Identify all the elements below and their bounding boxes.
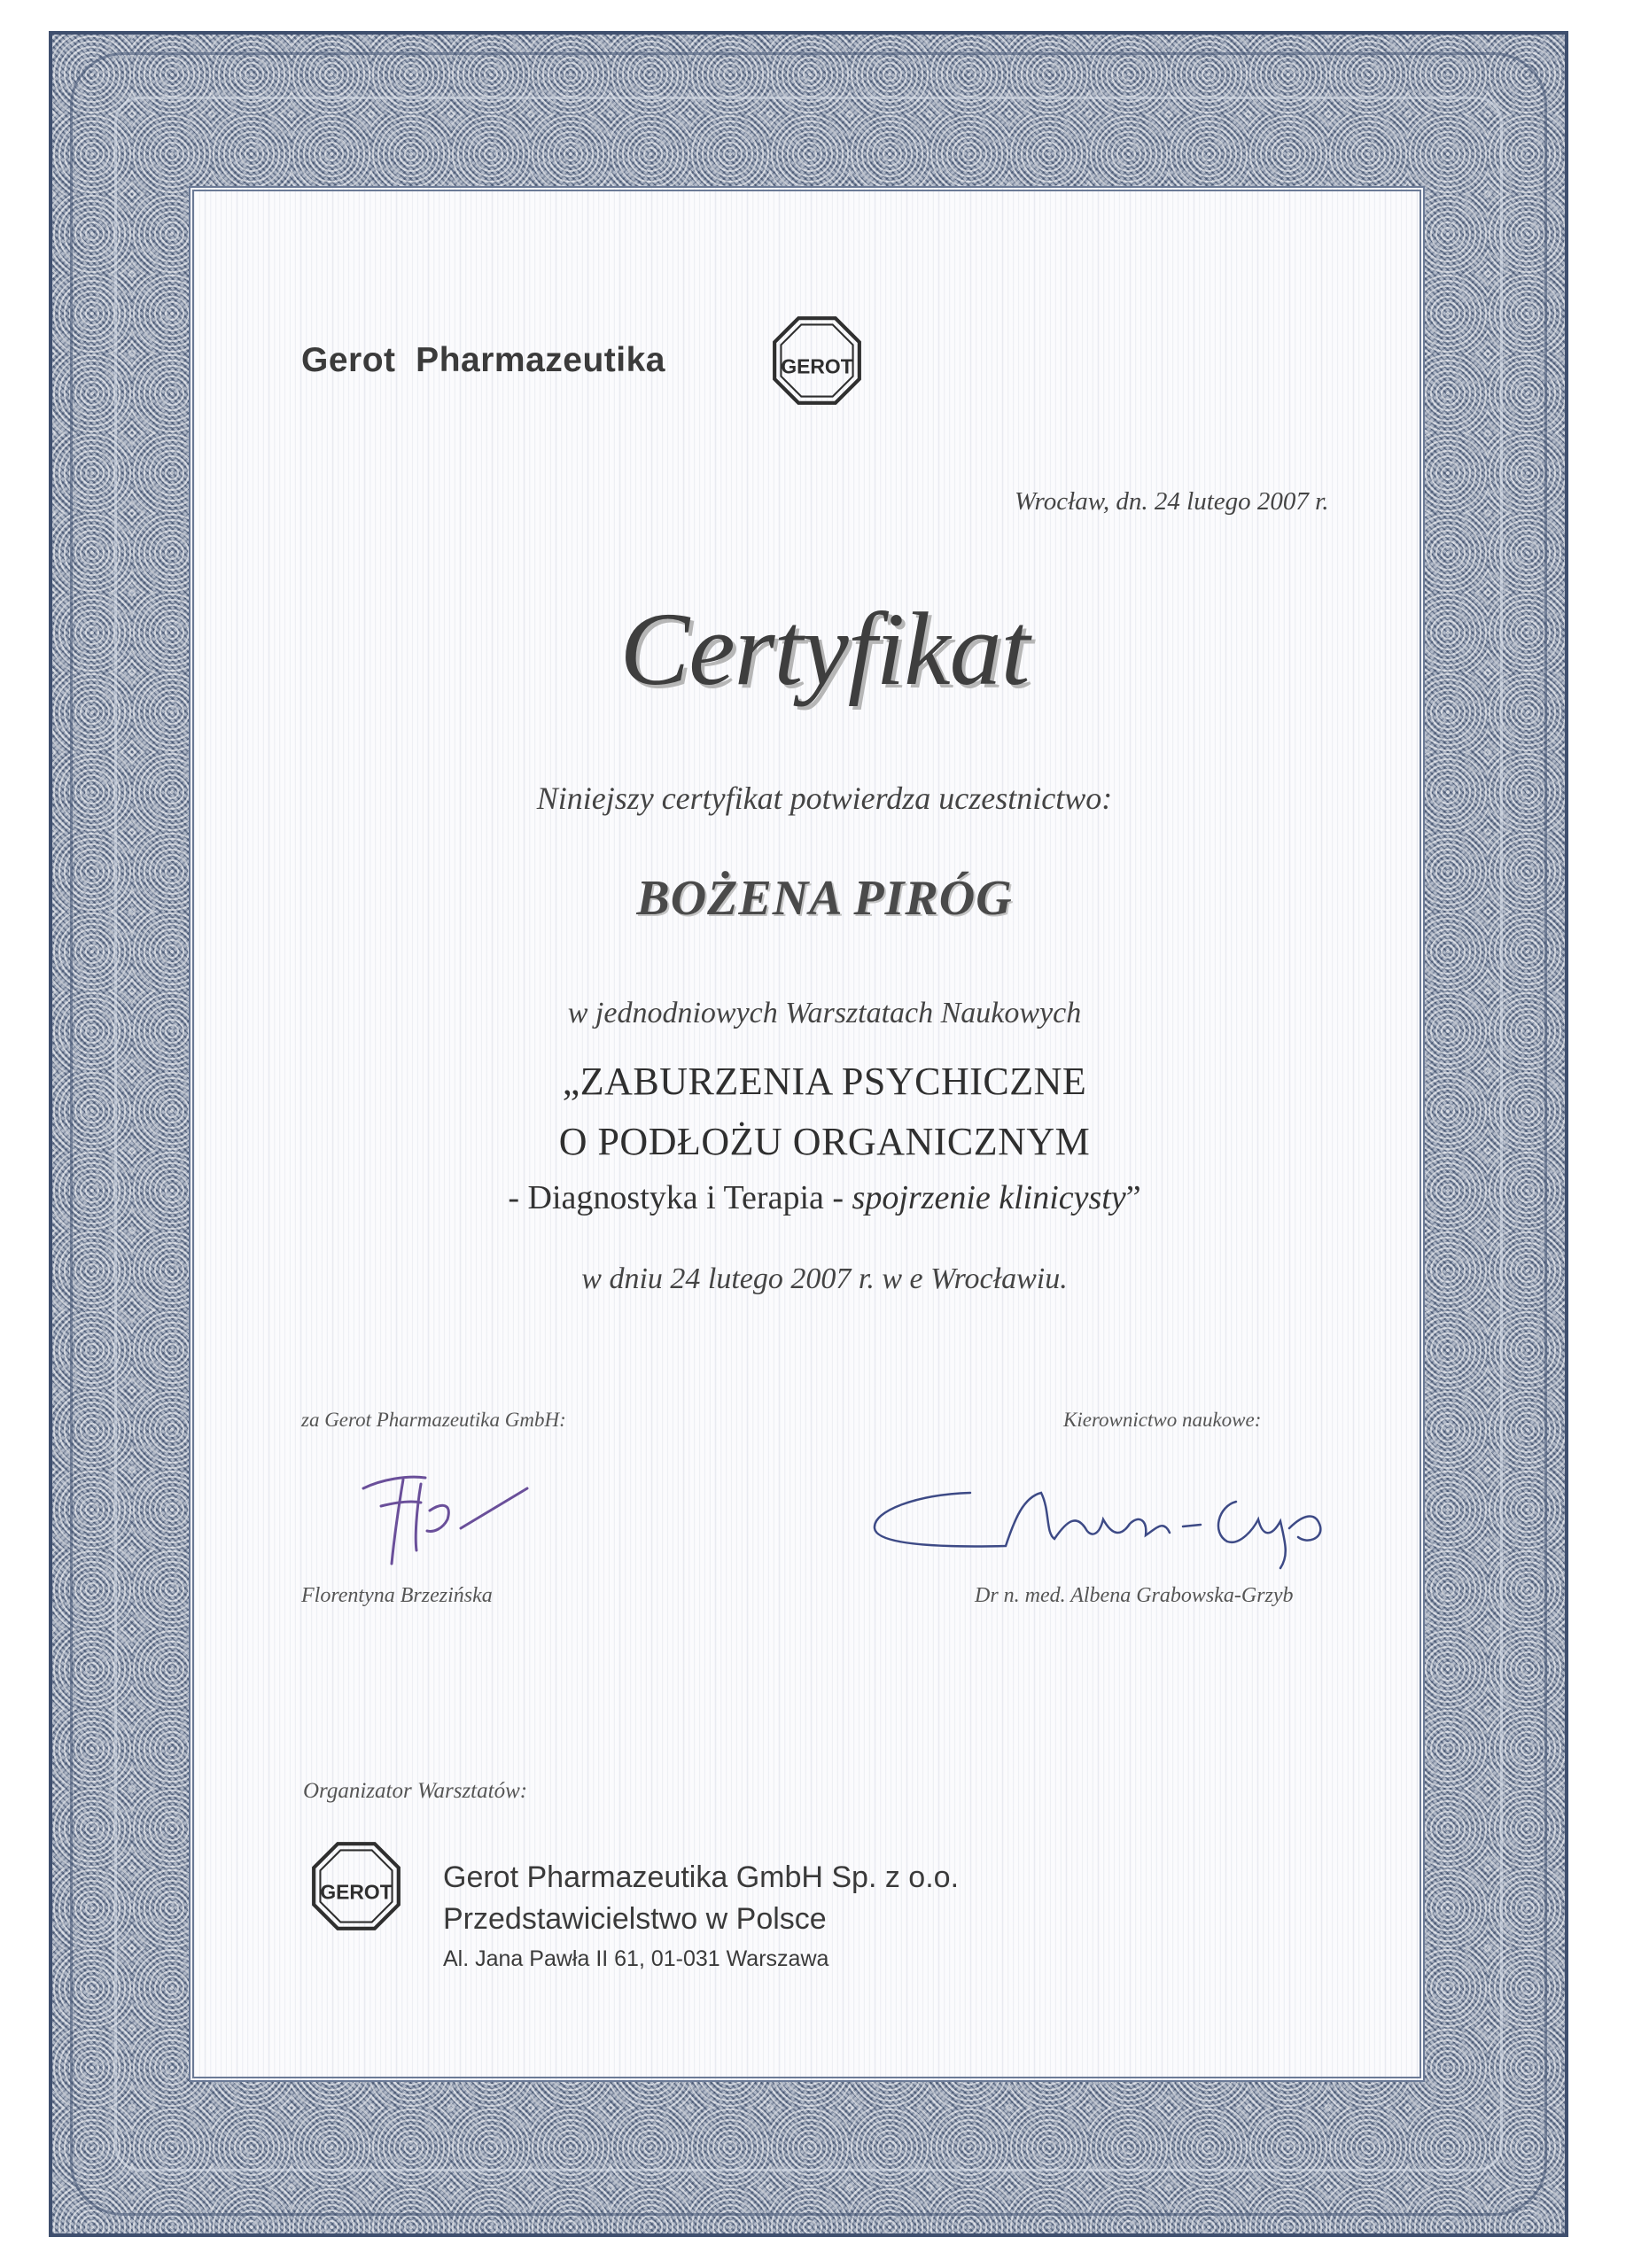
workshop-text: w jednodniowych Warsztatach Naukowych xyxy=(567,997,1082,1029)
left-signature-label: za Gerot Pharmazeutika GmbH: xyxy=(301,1409,566,1431)
topic-closing-quote: ” xyxy=(1125,1179,1141,1216)
left-signatory-name: Florentyna Brzezińska xyxy=(301,1584,493,1607)
topic-line-3 xyxy=(0,1178,1649,1217)
brand-name: Gerot Pharmazeutika xyxy=(301,341,665,379)
organizer-label: Organizator Warsztatów: xyxy=(303,1779,528,1803)
topic-line-1: „ZABURZENIA PSYCHICZNE xyxy=(562,1060,1087,1103)
certificate-title: Certyfikat xyxy=(619,591,1030,707)
recipient-name: BOŻENA PIRÓG xyxy=(636,871,1013,926)
right-signature-label: Kierownictwo naukowe: xyxy=(1063,1409,1262,1431)
organizer-company: Gerot Pharmazeutika GmbH Sp. z o.o. xyxy=(443,1860,960,1894)
logo-text: GEROT xyxy=(781,354,853,378)
topic-subtitle-italic: spojrzenie klinicysty xyxy=(852,1179,1126,1216)
organizer-address: Al. Jana Pawła II 61, 01-031 Warszawa xyxy=(443,1946,829,1971)
confirmation-text: Niniejszy certyfikat potwierdza uczestnictwo: xyxy=(536,781,1113,816)
topic-subtitle: - Diagnostyka i Terapia - xyxy=(508,1179,852,1216)
organizer-representation: Przedstawicielstwo w Polsce xyxy=(443,1902,827,1936)
right-signatory-name: Dr n. med. Albena Grabowska-Grzyb xyxy=(975,1584,1294,1607)
logo-text-bottom: GEROT xyxy=(320,1880,393,1904)
topic-line-2: O PODŁOŻU ORGANICZNYM xyxy=(558,1120,1091,1163)
gerot-logo-icon xyxy=(771,315,863,407)
left-handwritten-signature xyxy=(328,1453,541,1577)
issue-date: Wrocław, dn. 24 lutego 2007 r. xyxy=(1015,487,1329,516)
right-handwritten-signature xyxy=(864,1466,1342,1573)
gerot-logo-bottom-icon xyxy=(310,1840,402,1932)
event-date-place: w dniu 24 lutego 2007 r. w e Wrocławiu. xyxy=(581,1262,1068,1295)
